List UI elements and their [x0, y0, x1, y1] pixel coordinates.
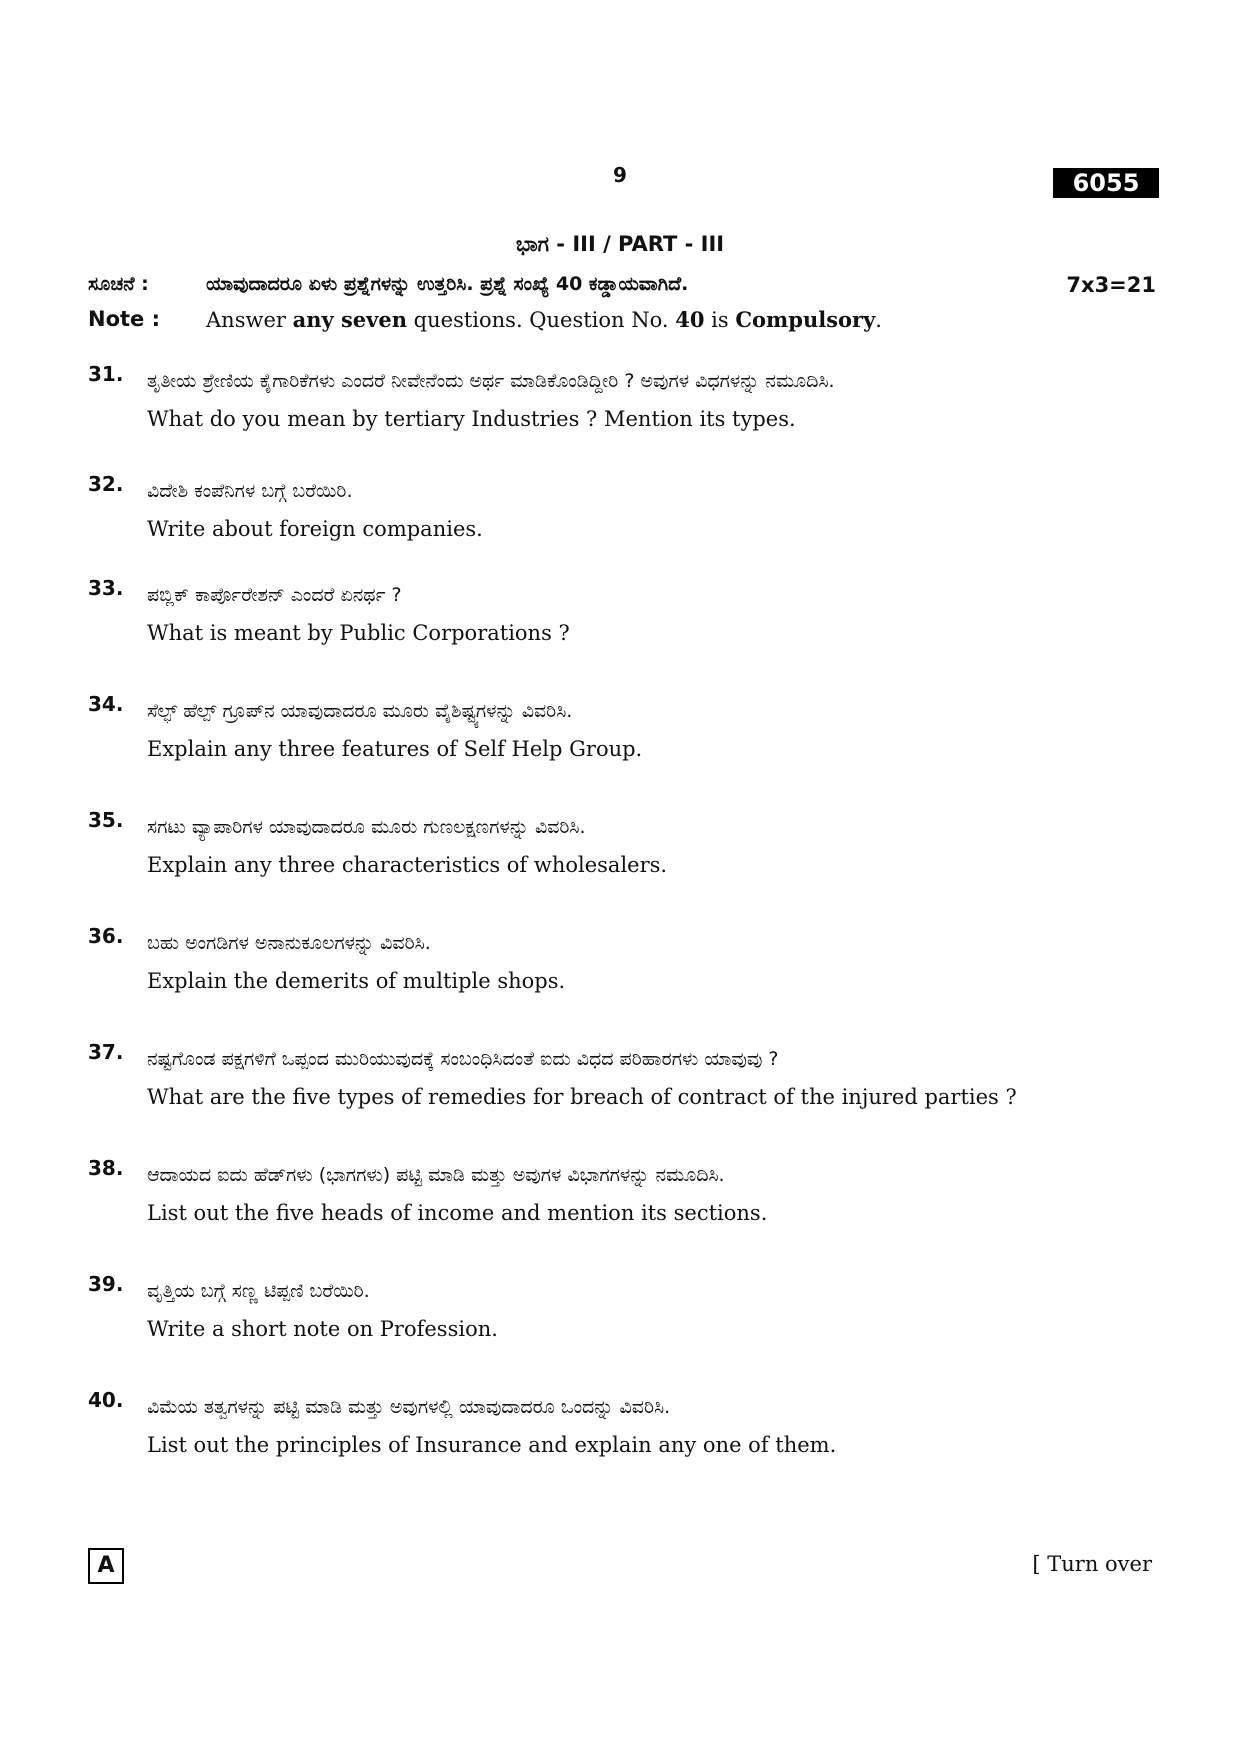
question-english: Explain the demerits of multiple shops.	[147, 969, 566, 993]
question-item	[88, 472, 1158, 576]
question-kannada: ಸೆಲ್ಫ್ ಹೆಲ್ಪ್ ಗ್ರೂಪ್‌ನ ಯಾವುದಾದರೂ ಮೂರು ವೈಶಿಷ್ಟ್ಯಗಳನ್ನು ವಿವರಿಸಿ.	[147, 700, 573, 722]
question-kannada: ತೃತೀಯ ಶ್ರೇಣಿಯ ಕೈಗಾರಿಕೆಗಳು ಎಂದರೆ ನೀವೇನೆಂದು ಅರ್ಥ ಮಾಡಿಕೊಂಡಿದ್ದೀರಿ ? ಅವುಗಳ ವಿಧಗಳನ್ನು ನಮೂದಿಸಿ.	[147, 370, 835, 392]
question-item	[88, 362, 1158, 472]
question-item	[88, 692, 1158, 808]
part-heading: ಭಾಗ - III / PART - III	[515, 232, 725, 256]
note-emphasis-any-seven: any seven	[292, 307, 407, 332]
question-kannada: ಪಬ್ಲಿಕ್ ಕಾರ್ಪೊರೇಶನ್ ಎಂದರೆ ಏನರ್ಥ ?	[147, 584, 402, 606]
question-kannada: ಸಗಟು ವ್ಯಾಪಾರಿಗಳ ಯಾವುದಾದರೂ ಮೂರು ಗುಣಲಕ್ಷಣಗಳನ್ನು ವಿವರಿಸಿ.	[147, 816, 586, 838]
question-number: 32.	[88, 472, 124, 496]
question-kannada: ವಿಮೆಯ ತತ್ವಗಳನ್ನು ಪಟ್ಟಿ ಮಾಡಿ ಮತ್ತು ಅವುಗಳಲ್ಲಿ ಯಾವುದಾದರೂ ಒಂದನ್ನು ವಿವರಿಸಿ.	[147, 1396, 671, 1418]
question-item	[88, 1156, 1158, 1272]
question-english: List out the five heads of income and mention its sections.	[147, 1201, 768, 1225]
note-text-part: is	[704, 308, 736, 332]
question-kannada: ಬಹು ಅಂಗಡಿಗಳ ಅನಾನುಕೂಲಗಳನ್ನು ವಿವರಿಸಿ.	[147, 932, 431, 954]
question-list	[88, 362, 1158, 1468]
paper-code-badge: 6055	[1053, 168, 1159, 198]
instruction-english-text	[206, 307, 882, 332]
question-number: 37.	[88, 1040, 124, 1064]
question-kannada: ವೃತ್ತಿಯ ಬಗ್ಗೆ ಸಣ್ಣ ಟಿಪ್ಪಣಿ ಬರೆಯಿರಿ.	[147, 1280, 370, 1302]
question-item	[88, 808, 1158, 924]
question-item	[88, 576, 1158, 692]
question-english: What is meant by Public Corporations ?	[147, 621, 570, 645]
question-english: Write about foreign companies.	[147, 517, 483, 541]
question-english: What are the five types of remedies for breach of contract of the injured parties ?	[147, 1085, 1017, 1109]
question-item	[88, 1272, 1158, 1388]
question-kannada: ಆದಾಯದ ಐದು ಹೆಡ್‌ಗಳು (ಭಾಗಗಳು) ಪಟ್ಟಿ ಮಾಡಿ ಮತ್ತು ಅವುಗಳ ವಿಭಾಗಗಳನ್ನು ನಮೂದಿಸಿ.	[147, 1164, 725, 1186]
question-english: Explain any three features of Self Help Group.	[147, 737, 643, 761]
question-number: 36.	[88, 924, 124, 948]
question-number: 35.	[88, 808, 124, 832]
question-number: 31.	[88, 362, 124, 386]
instruction-kannada-label: ಸೂಚನೆ :	[88, 273, 149, 295]
note-text-part: Answer	[206, 308, 293, 332]
question-kannada: ವಿದೇಶಿ ಕಂಪೆನಿಗಳ ಬಗ್ಗೆ ಬರೆಯಿರಿ.	[147, 480, 353, 502]
question-english: List out the principles of Insurance and explain any one of them.	[147, 1433, 837, 1457]
marks-allocation: 7x3=21	[1066, 273, 1156, 297]
question-kannada: ನಷ್ಟಗೊಂಡ ಪಕ್ಷಗಳಿಗೆ ಒಪ್ಪಂದ ಮುರಿಯುವುದಕ್ಕೆ ಸಂಬಂಧಿಸಿದಂತೆ ಐದು ವಿಧದ ಪರಿಹಾರಗಳು ಯಾವುವು ?	[147, 1048, 779, 1070]
question-number: 39.	[88, 1272, 124, 1296]
question-item	[88, 1388, 1158, 1468]
turn-over-note: [ Turn over	[1032, 1552, 1152, 1576]
question-english: Explain any three characteristics of wholesalers.	[147, 853, 668, 877]
question-english: What do you mean by tertiary Industries ? Mention its types.	[147, 407, 796, 431]
question-english: Write a short note on Profession.	[147, 1317, 498, 1341]
question-item	[88, 924, 1158, 1040]
question-number: 34.	[88, 692, 124, 716]
question-number: 33.	[88, 576, 124, 600]
note-emphasis-question-number: 40	[675, 307, 705, 332]
question-number: 40.	[88, 1388, 124, 1412]
page-number: 9	[613, 163, 627, 187]
question-set-badge: A	[88, 1548, 124, 1584]
note-text-part: .	[875, 308, 882, 332]
instruction-english-label: Note :	[88, 307, 160, 331]
note-emphasis-compulsory: Compulsory	[735, 307, 876, 332]
question-number: 38.	[88, 1156, 124, 1180]
instruction-kannada-text: ಯಾವುದಾದರೂ ಏಳು ಪ್ರಶ್ನೆಗಳನ್ನು ಉತ್ತರಿಸಿ. ಪ್ರಶ್ನೆ ಸಂಖ್ಯೆ 40 ಕಡ್ಡಾಯವಾಗಿದೆ.	[206, 273, 689, 295]
note-text-part: questions. Question No.	[407, 308, 676, 332]
question-item	[88, 1040, 1158, 1156]
